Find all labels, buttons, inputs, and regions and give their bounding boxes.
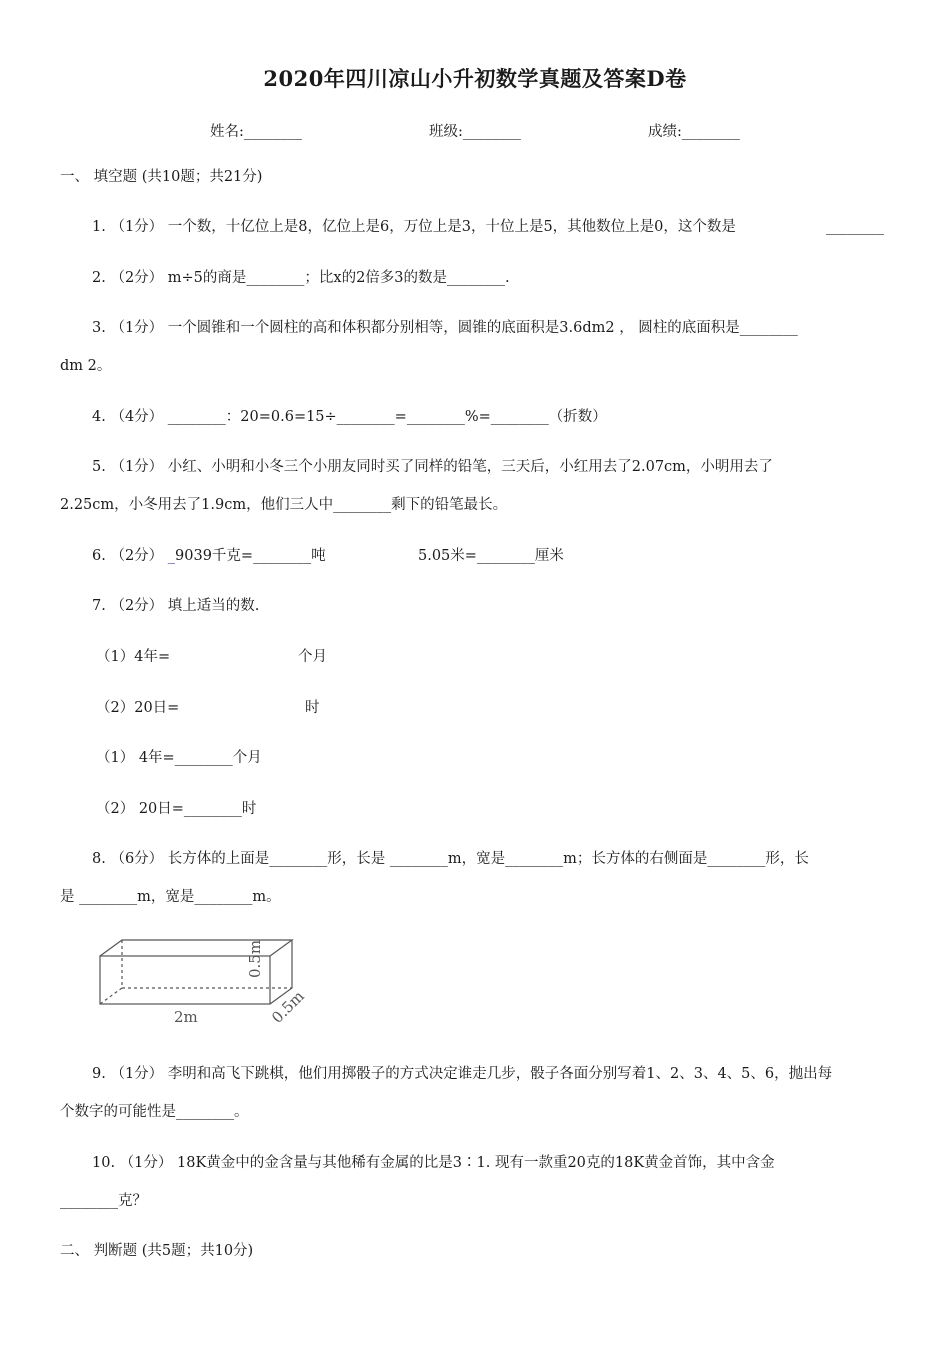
question-5-text: 5. （1分） 小红、小明和小冬三个小朋友同时买了同样的铅笔，三天后，小红用去了2.07cm，小明用去了 <box>92 459 773 475</box>
question-6-text <box>92 546 326 566</box>
page-title: 2020年四川凉山小升初数学真题及答案D卷 <box>263 66 687 91</box>
question-6-mark: _ <box>167 548 176 564</box>
section-heading-fill-blank: 一、 填空题 (共10题；共21分) <box>60 169 263 185</box>
question-6-part-2: 5.05米=________厘米 <box>418 548 564 564</box>
question-9-continuation: 个数字的可能性是________。 <box>60 1104 249 1120</box>
question-7-sub-3: （1） 4年=________个月 <box>96 750 262 766</box>
score-field: 成绩:________ <box>648 124 740 140</box>
question-5-continuation: 2.25cm，小冬用去了1.9cm，他们三人中________剩下的铅笔最长。 <box>60 497 508 513</box>
question-7-sub-2-unit: 时 <box>305 700 320 716</box>
question-8-text: 8. （6分） 长方体的上面是________形，长是 ________m，宽是________m；长方体的右侧面是________形，长 <box>92 851 809 867</box>
question-6-part-1: 9039千克=________吨 <box>175 548 326 564</box>
question-8-continuation: 是 ________m，宽是________m。 <box>60 889 281 905</box>
section-heading-true-false: 二、 判断题 (共5题；共10分) <box>60 1243 254 1259</box>
question-7-sub-1-label: （1）4年= <box>96 649 171 665</box>
question-3-continuation: dm 2。 <box>60 358 112 374</box>
question-10-text: 10. （1分） 18K黄金中的金含量与其他稀有金属的比是3∶1. 现有一款重20克的18K黄金首饰，其中含金 <box>92 1155 775 1171</box>
question-1-text: 1. （1分） 一个数，十亿位上是8，亿位上是6，万位上是3，十位上是5，其他数位上是0，这个数是 <box>92 219 736 235</box>
class-field: 班级:________ <box>429 124 521 140</box>
cuboid-length-label: 2m <box>174 1008 198 1026</box>
question-2-text: 2. （2分） m÷5的商是________；比x的2倍多3的数是________. <box>92 270 510 286</box>
cuboid-height-label: 0.5m <box>246 939 264 978</box>
question-1-blank: ________ <box>826 219 884 235</box>
question-7-sub-4: （2） 20日=________时 <box>96 801 257 817</box>
cuboid-front-face <box>100 956 270 1004</box>
cuboid-width-label: 0.5m <box>268 987 308 1027</box>
question-3-text: 3. （1分） 一个圆锥和一个圆柱的高和体积都分别相等，圆锥的底面积是3.6dm2 ， 圆柱的底面积是________ <box>92 320 798 336</box>
question-7-sub-2-label: （2）20日= <box>96 700 180 716</box>
question-6-prefix: 6. （2分） <box>92 548 168 564</box>
student-name-field: 姓名:________ <box>210 124 302 140</box>
question-10-continuation: ________克？ <box>60 1193 147 1209</box>
cuboid-figure <box>92 930 322 1030</box>
question-7-text: 7. （2分） 填上适当的数. <box>92 598 260 614</box>
question-7-sub-1-unit: 个月 <box>298 649 327 665</box>
question-4-text: 4. （4分） ________：20=0.6=15÷________=________%=________（折数） <box>92 409 607 425</box>
question-9-text: 9. （1分） 李明和高飞下跳棋，他们用掷骰子的方式决定谁走几步，骰子各面分别写着1、2、3、4、5、6，抛出每 <box>92 1066 833 1082</box>
